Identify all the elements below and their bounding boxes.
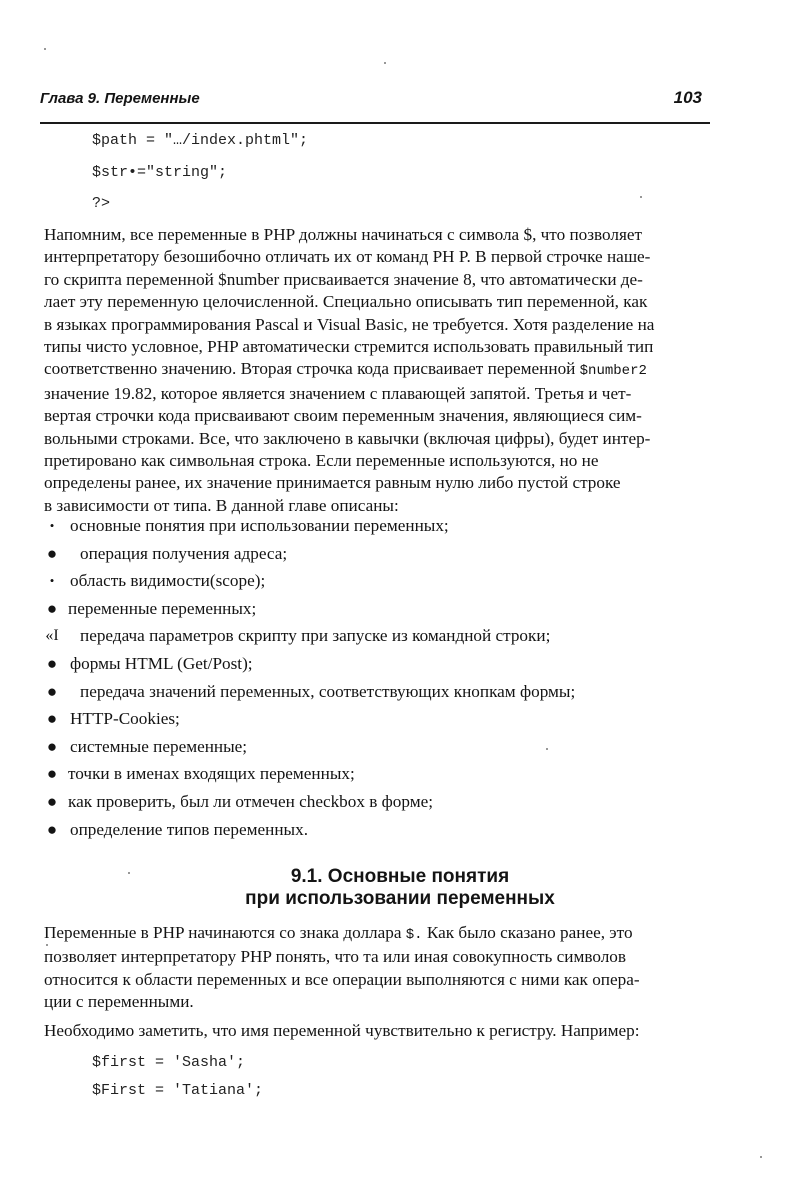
list-item xyxy=(40,790,700,818)
text-line: Напомним, все переменные в PHP должны начинаться с символа $, что позволяет xyxy=(44,225,643,244)
bullet-icon: ● xyxy=(46,736,58,756)
page-number: 103 xyxy=(673,88,702,107)
list-item xyxy=(40,735,700,763)
list-item-text: формы HTML (Get/Post); xyxy=(70,653,253,673)
text-line: типы чисто условное, PHP автоматически стремится использовать правильный тип xyxy=(44,337,654,357)
list-item-text: точки в именах входящих переменных; xyxy=(68,764,355,784)
text-line: ции с переменными. xyxy=(44,992,194,1012)
list-item xyxy=(40,707,700,735)
bullet-icon: ● xyxy=(46,681,58,701)
scan-speck xyxy=(546,748,548,750)
text-line: вертая строчки кода присваивают своим переменным значения, являющиеся сим- xyxy=(44,406,642,426)
list-item-text: основные понятия при использовании переменных; xyxy=(70,516,449,535)
bullet-icon: ● xyxy=(46,653,58,673)
chapter-topics-list xyxy=(40,514,700,845)
text-line xyxy=(44,358,712,382)
text-fragment: Переменные в PHP начинаются со знака доллара xyxy=(44,923,402,942)
scan-speck xyxy=(128,872,130,874)
text-line: Необходимо заметить, что имя переменной чувствительно к регистру. Например: xyxy=(44,1021,640,1040)
text-fragment: соответственно значению. Вторая строчка кода присваивает переменной xyxy=(44,359,576,379)
list-item-text: определение типов переменных. xyxy=(70,819,308,839)
text-line: относится к области переменных и все операции выполняются с ними как опера- xyxy=(44,969,640,989)
list-item xyxy=(40,818,700,846)
text-line: значение 19.82, которое является значением с плавающей запятой. Третья и чет- xyxy=(44,383,632,403)
text-line xyxy=(44,922,712,946)
list-item xyxy=(40,514,700,542)
scan-speck xyxy=(44,48,46,50)
list-item-text: операция получения адреса; xyxy=(80,543,288,563)
scan-speck xyxy=(384,62,386,64)
code-line: ?> xyxy=(92,195,111,212)
text-line: претировано как символьная строка. Если переменные используются, но не xyxy=(44,451,599,471)
bullet-icon: ● xyxy=(46,764,58,784)
section-heading-line: 9.1. Основные понятия xyxy=(290,866,510,887)
text-line: определены ранее, их значение принимается равным нулю либо пустой строке xyxy=(44,473,621,493)
text-line: вольными строками. Все, что заключено в кавычки (включая цифры), будет интер- xyxy=(44,428,651,448)
text-line: лает эту переменную целочисленной. Специально описывать тип переменной, как xyxy=(44,292,648,312)
text-fragment: Как было сказано ранее, это xyxy=(426,923,633,942)
inline-code: $. xyxy=(405,927,423,943)
code-line: $first = 'Sasha'; xyxy=(92,1054,246,1071)
list-item xyxy=(40,597,700,625)
list-item xyxy=(40,652,700,680)
chapter-title: Глава 9. Переменные xyxy=(40,90,200,107)
list-item-text: передача параметров скрипту при запуске из командной строки; xyxy=(80,626,551,646)
list-item xyxy=(40,542,700,570)
scan-speck xyxy=(640,196,642,198)
list-item-text: системные переменные; xyxy=(70,736,248,756)
bullet-icon: • xyxy=(49,573,55,589)
code-line: $path = "…/index.phtml"; xyxy=(92,132,309,149)
bullet-icon: ● xyxy=(46,598,58,618)
paragraph-case-sensitivity xyxy=(44,1020,712,1042)
bullet-icon: ● xyxy=(46,543,58,563)
paragraph-intro xyxy=(44,224,712,517)
list-item-text: HTTP-Cookies; xyxy=(70,709,180,729)
list-item-text: область видимости(scope); xyxy=(70,571,266,591)
scan-speck xyxy=(46,944,48,946)
text-line: позволяет интерпретатору PHP понять, что та или иная совокупность символов xyxy=(44,947,627,967)
code-line: $str•="string"; xyxy=(92,164,228,181)
list-item xyxy=(40,569,700,597)
scan-speck xyxy=(760,1156,762,1158)
code-line: $First = 'Tatiana'; xyxy=(92,1082,264,1099)
bullet-icon: ● xyxy=(46,819,58,839)
list-item-text: переменные переменных; xyxy=(68,598,257,618)
bullet-icon: • xyxy=(49,518,55,533)
text-line: в зависимости от типа. В данной главе описаны: xyxy=(44,495,399,515)
text-line: интерпретатору безошибочно отличать их от команд PH P. В первой строчке наше- xyxy=(44,247,651,267)
paragraph-variables xyxy=(44,922,712,1014)
bullet-icon: ● xyxy=(46,791,58,811)
text-line: в языках программирования Pascal и Visual Basic, не требуется. Хотя разделение на xyxy=(44,314,655,334)
running-header xyxy=(40,88,710,124)
list-item xyxy=(40,624,700,652)
section-heading xyxy=(120,866,680,910)
list-item xyxy=(40,762,700,790)
list-item-text: как проверить, был ли отмечен checkbox в форме; xyxy=(68,791,433,811)
bullet-icon: «I xyxy=(45,627,59,645)
list-item xyxy=(40,680,700,708)
section-heading-line: при использовании переменных xyxy=(245,888,555,909)
text-line: го скрипта переменной $number присваивается значение 8, что автоматически де- xyxy=(44,269,643,289)
inline-code: $number2 xyxy=(579,363,647,380)
list-item-text: передача значений переменных, соответствующих кнопкам формы; xyxy=(80,681,576,701)
bullet-icon: ● xyxy=(46,709,58,729)
